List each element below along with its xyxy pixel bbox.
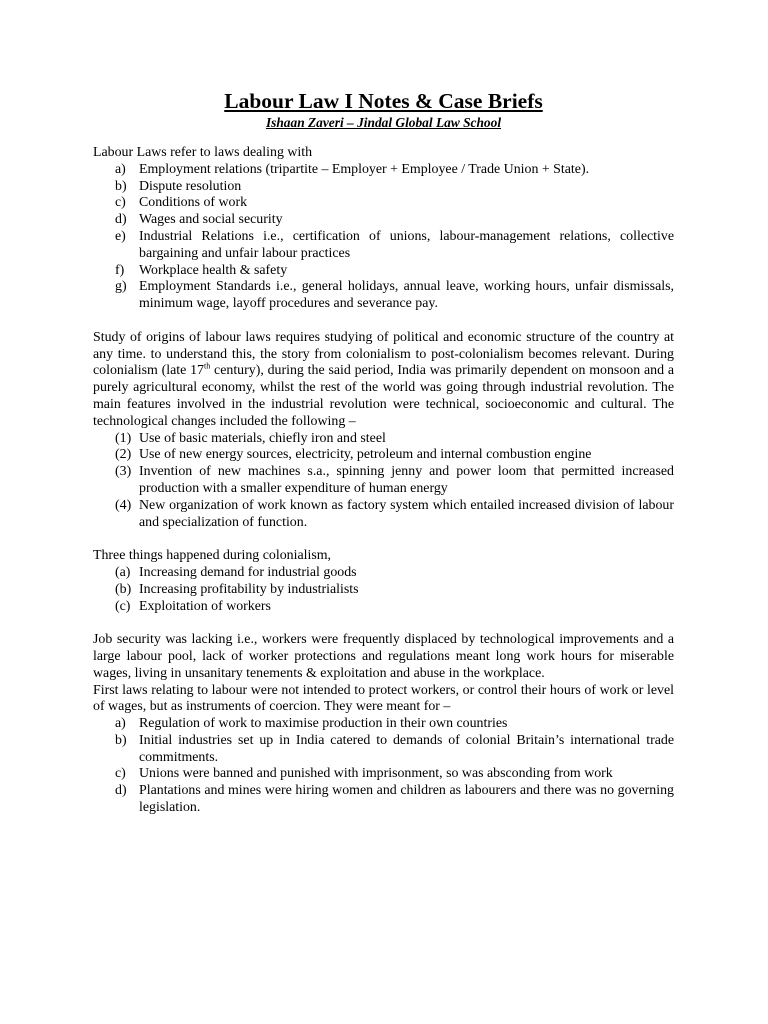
list-item [93,431,674,448]
list-marker: c) [115,195,126,211]
list-item-text: Exploitation of workers [139,598,271,614]
labour-laws-list [93,162,674,313]
list-marker: g) [115,279,127,295]
colonialism-list [93,565,674,615]
list-item-text: Workplace health & safety [139,262,288,278]
list-item-text: Increasing profitability by industrialists [139,581,359,597]
list-item [93,716,674,733]
list-item-text: Initial industries set up in India catered to demands of colonial Britain’s international trade commitments. [139,732,674,765]
list-marker: e) [115,228,126,244]
list-item-text: Dispute resolution [139,178,242,194]
paragraph-spacer [93,313,674,330]
list-item-text: Plantations and mines were hiring women and children as labourers and there was no governing legislation. [139,783,674,816]
list-marker: (c) [115,598,131,614]
list-marker: (a) [115,564,131,580]
list-marker: b) [115,732,127,748]
list-marker: (b) [115,581,132,597]
list-item-text: Use of new energy sources, electricity, petroleum and internal combustion engine [139,447,592,463]
list-marker: (4) [115,497,132,513]
document-page [93,88,674,817]
list-marker: (1) [115,430,132,446]
first-laws-list [93,716,674,817]
list-item-text: Regulation of work to maximise production in their own countries [139,716,508,732]
list-item-text: Employment relations (tripartite – Employer + Employee / Trade Union + State). [139,161,590,177]
list-item-text: New organization of work known as factory system which entailed increased division of labour and specialization of function. [139,497,674,530]
list-item [93,279,674,313]
list-item [93,162,674,179]
list-item [93,766,674,783]
document-title: Labour Law I Notes & Case Briefs [224,89,543,113]
colonialism-intro: Three things happened during colonialism, [93,548,332,564]
list-item [93,263,674,280]
paragraph-spacer [93,615,674,632]
list-item [93,464,674,498]
list-marker: a) [115,716,126,732]
list-item-text: Employment Standards i.e., general holidays, annual leave, working hours, unfair dismissals, minimum wage, layoff procedures and severance pay. [139,279,674,312]
origins-text-start: Study of origins of labour laws requires studying of political and economic structure of the country at any time. to understand this, the story from colonialism to post-colonialism becomes relevant. During colonialism (late 17 [93,329,674,379]
list-item-text: Unions were banned and punished with imprisonment, so was absconding from work [139,766,613,782]
origins-paragraph [93,330,674,431]
list-item [93,212,674,229]
list-item [93,195,674,212]
list-item [93,447,674,464]
origins-text-end: century), during the said period, India was primarily dependent on monsoon and a purely agricultural economy, whilst the rest of the world was going through industrial revolution. The main features involved in the industrial revolution were technical, socioeconomic and cultural. The technological changes included the following – [93,363,674,429]
list-marker: (2) [115,447,132,463]
list-item-text: Increasing demand for industrial goods [139,564,357,580]
list-item [93,498,674,532]
superscript-th: th [204,361,211,371]
first-laws-paragraph: First laws relating to labour were not intended to protect workers, or control their hours of work or level of wages, but as instruments of coercion. They were meant for – [93,682,674,715]
list-item [93,733,674,767]
list-item [93,179,674,196]
list-marker: a) [115,161,126,177]
list-marker: c) [115,766,126,782]
technological-changes-list [93,431,674,532]
labour-laws-intro: Labour Laws refer to laws dealing with [93,145,313,160]
list-marker: f) [115,262,125,278]
list-marker: d) [115,783,127,799]
paragraph-spacer [93,531,674,548]
list-item [93,565,674,582]
list-item [93,783,674,817]
list-item-text: Invention of new machines s.a., spinning jenny and power loom that permitted increased production with a smaller expenditure of human energy [139,464,674,496]
list-item-text: Wages and social security [139,212,283,228]
list-item-text: Use of basic materials, chiefly iron and steel [139,430,386,446]
list-item [93,229,674,263]
list-item [93,599,674,616]
job-security-paragraph: Job security was lacking i.e., workers were frequently displaced by technological improvements and a large labour pool, lack of worker protections and regulations meant long work hours for miserable wages, living in unsanitary tenements & exploitation and abuse in the workplace. [93,632,674,681]
list-item-text: Industrial Relations i.e., certification of unions, labour-management relations, collective bargaining and unfair labour practices [139,228,674,261]
list-marker: d) [115,212,127,228]
list-marker: (3) [115,464,132,480]
document-subtitle: Ishaan Zaveri – Jindal Global Law School [265,115,502,130]
list-item [93,582,674,599]
list-marker: b) [115,178,127,194]
list-item-text: Conditions of work [139,195,248,211]
